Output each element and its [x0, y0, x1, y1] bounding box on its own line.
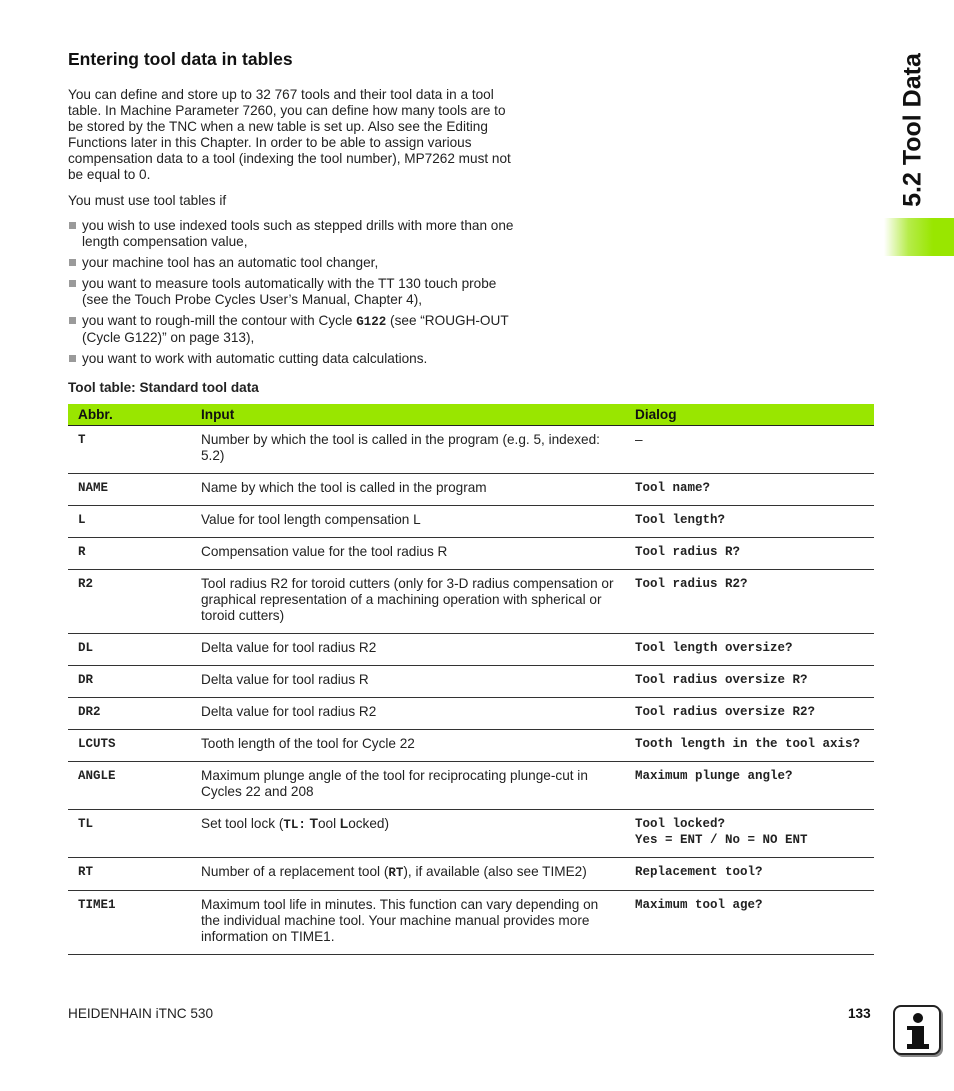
input-cell: Compensation value for the tool radius R: [191, 538, 625, 570]
info-icon: [893, 1005, 941, 1055]
requirements-list: [68, 218, 516, 372]
list-item-text: you wish to use indexed tools such as stepped drills with more than one length compensation value,: [82, 218, 514, 249]
list-item-text: you want to work with automatic cutting data calculations.: [82, 351, 428, 366]
dialog-cell: Replacement tool?: [625, 858, 874, 891]
intro-paragraph: You can define and store up to 32 767 tools and their tool data in a tool table. In Machine Parameter 7260, you can define how many tools are to be stored by the TNC when a new table is set up. Also see the Editing Functions later in this Chapter. In order to be able to assign various compensation data to a tool (indexing the tool number), MP7262 must not be equal to 0.: [68, 87, 511, 182]
table-row: [68, 634, 874, 666]
list-item-text: you want to measure tools automatically with the TT 130 touch probe (see the Touch Probe Cycles User’s Manual, Chapter 4),: [82, 276, 497, 307]
list-item-text: you want to rough-mill the contour with Cycle: [82, 313, 357, 328]
dialog-cell: Tooth length in the tool axis?: [625, 730, 874, 762]
input-cell: [191, 858, 625, 891]
bullet-square-icon: [69, 259, 76, 266]
input-text: ), if available (also see TIME2): [403, 864, 587, 879]
code-text: TL:: [283, 818, 306, 832]
list-item: [68, 255, 516, 271]
input-cell: Delta value for tool radius R2: [191, 698, 625, 730]
dialog-cell: Maximum plunge angle?: [625, 762, 874, 810]
must-use-paragraph: You must use tool tables if: [68, 193, 227, 208]
table-row: [68, 506, 874, 538]
list-item: [68, 351, 516, 367]
abbr-cell: RT: [68, 858, 191, 891]
abbr-cell: T: [68, 426, 191, 474]
table-row: [68, 891, 874, 955]
table-row: [68, 762, 874, 810]
abbr-cell: DR: [68, 666, 191, 698]
list-item: [68, 276, 516, 308]
list-item: [68, 313, 516, 346]
table-row: [68, 570, 874, 634]
dialog-cell: Tool name?: [625, 474, 874, 506]
page-number: 133: [848, 1006, 871, 1021]
input-cell: Value for tool length compensation L: [191, 506, 625, 538]
input-cell: Delta value for tool radius R: [191, 666, 625, 698]
dialog-cell: Maximum tool age?: [625, 891, 874, 955]
abbr-cell: DL: [68, 634, 191, 666]
table-row: [68, 426, 874, 474]
input-cell: Tooth length of the tool for Cycle 22: [191, 730, 625, 762]
bullet-square-icon: [69, 317, 76, 324]
table-row: [68, 810, 874, 858]
abbr-cell: DR2: [68, 698, 191, 730]
table-row: [68, 666, 874, 698]
bullet-square-icon: [69, 355, 76, 362]
emphasis-letter: T: [305, 816, 318, 831]
emphasis-letter: L: [339, 816, 349, 831]
input-cell: Delta value for tool radius R2: [191, 634, 625, 666]
input-cell: [191, 810, 625, 858]
list-item-text: your machine tool has an automatic tool changer,: [82, 255, 379, 270]
input-text: Number of a replacement tool (: [201, 864, 389, 879]
input-cell: Maximum tool life in minutes. This function can vary depending on the individual machine tool. Your machine manual provides more information on TIME1.: [191, 891, 625, 955]
abbr-cell: ANGLE: [68, 762, 191, 810]
input-text: ool: [317, 816, 340, 831]
table-row: [68, 474, 874, 506]
dialog-cell: Tool radius R?: [625, 538, 874, 570]
input-cell: Maximum plunge angle of the tool for reciprocating plunge-cut in Cycles 22 and 208: [191, 762, 625, 810]
column-header-input: Input: [191, 404, 625, 426]
chapter-accent-bar: [884, 218, 954, 256]
dialog-cell: Tool radius oversize R?: [625, 666, 874, 698]
list-item: [68, 218, 516, 250]
dialog-cell: Tool radius R2?: [625, 570, 874, 634]
input-text: ocked): [348, 816, 390, 831]
chapter-side-tab: [893, 40, 933, 220]
table-row: [68, 858, 874, 891]
table-row: [68, 698, 874, 730]
cycle-code: G122: [356, 315, 387, 329]
abbr-cell: NAME: [68, 474, 191, 506]
dialog-cell: Tool locked? Yes = ENT / No = NO ENT: [625, 810, 874, 858]
dialog-cell: –: [625, 426, 874, 474]
footer-product: HEIDENHAIN iTNC 530: [68, 1006, 214, 1021]
input-cell: Number by which the tool is called in the program (e.g. 5, indexed: 5.2): [191, 426, 625, 474]
list-item-text: (see “ROUGH-OUT (Cycle G122)” on page 313),: [82, 313, 509, 345]
abbr-cell: LCUTS: [68, 730, 191, 762]
abbr-cell: R2: [68, 570, 191, 634]
code-text: RT: [388, 866, 404, 880]
abbr-cell: R: [68, 538, 191, 570]
input-text: Set tool lock (: [201, 816, 284, 831]
input-cell: Tool radius R2 for toroid cutters (only for 3-D radius compensation or graphical representation of a machining operation with spherical or toroid cutters): [191, 570, 625, 634]
tool-table: [68, 404, 874, 955]
input-cell: Name by which the tool is called in the program: [191, 474, 625, 506]
column-header-abbr: Abbr.: [68, 404, 191, 426]
table-row: [68, 730, 874, 762]
dialog-cell: Tool radius oversize R2?: [625, 698, 874, 730]
bullet-square-icon: [69, 280, 76, 287]
table-header-row: [68, 404, 874, 426]
abbr-cell: TIME1: [68, 891, 191, 955]
table-caption: Tool table: Standard tool data: [68, 380, 259, 395]
abbr-cell: L: [68, 506, 191, 538]
column-header-dialog: Dialog: [625, 404, 874, 426]
chapter-side-tab-label: 5.2 Tool Data: [898, 53, 927, 207]
abbr-cell: TL: [68, 810, 191, 858]
dialog-cell: Tool length?: [625, 506, 874, 538]
dialog-cell: Tool length oversize?: [625, 634, 874, 666]
bullet-square-icon: [69, 222, 76, 229]
table-row: [68, 538, 874, 570]
section-heading: Entering tool data in tables: [68, 49, 293, 69]
